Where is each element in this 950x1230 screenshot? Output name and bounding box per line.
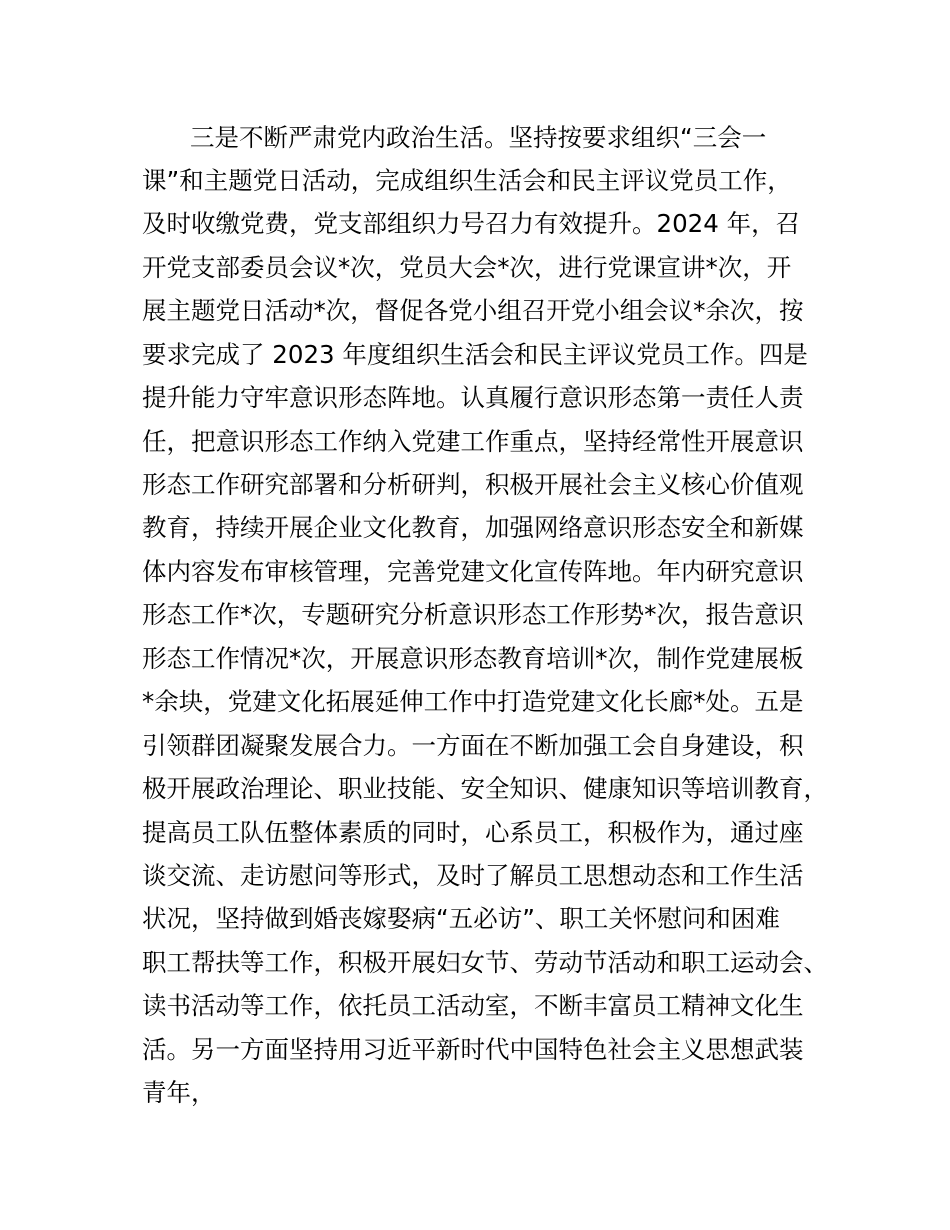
paragraph-line: 要求完成了 2023 年度组织生活会和民主评议党员工作。四是 <box>142 340 808 369</box>
paragraph-line: 教育，持续开展企业文化教育，加强网络意识形态安全和新媒 <box>142 513 804 542</box>
paragraph-line: 谈交流、走访慰问等形式，及时了解员工思想动态和工作生活 <box>142 861 804 890</box>
paragraph-line: 职工帮扶等工作，积极开展妇女节、劳动节活动和职工运动会、 <box>142 948 828 977</box>
paragraph-line: 状况，坚持做到婚丧嫁娶病“五必访”、职工关怀慰问和困难 <box>142 904 780 933</box>
paragraph-line: 提升能力守牢意识形态阵地。认真履行意识形态第一责任人责 <box>142 383 804 412</box>
paragraph-line: 极开展政治理论、职业技能、安全知识、健康知识等培训教育， <box>142 774 828 803</box>
paragraph-line: 课”和主题党日活动，完成组织生活会和民主评议党员工作， <box>142 166 792 195</box>
paragraph-line: 任，把意识形态工作纳入党建工作重点，坚持经常性开展意识 <box>142 427 804 456</box>
paragraph-line: 读书活动等工作，依托员工活动室，不断丰富员工精神文化生 <box>142 991 804 1020</box>
paragraph-line: 及时收缴党费，党支部组织力号召力有效提升。2024 年，召 <box>142 209 801 238</box>
paragraph-line: 引领群团凝聚发展合力。一方面在不断加强工会自身建设，积 <box>142 731 804 760</box>
paragraph-line: 青年， <box>142 1078 216 1107</box>
paragraph-line: 提高员工队伍整体素质的同时，心系员工，积极作为，通过座 <box>142 818 804 847</box>
paragraph-line: 形态工作*次，专题研究分析意识形态工作形势*次，报告意识 <box>142 600 804 629</box>
paragraph-line: 三是不断严肃党内政治生活。坚持按要求组织“三会一 <box>190 123 767 152</box>
paragraph-line: 体内容发布审核管理，完善党建文化宣传阵地。年内研究意识 <box>142 557 804 586</box>
paragraph-line: 活。另一方面坚持用习近平新时代中国特色社会主义思想武装 <box>142 1035 804 1064</box>
paragraph-line: 开党支部委员会议*次，党员大会*次，进行党课宣讲*次，开 <box>142 253 792 282</box>
paragraph-line: *余块，党建文化拓展延伸工作中打造党建文化长廊*处。五是 <box>142 687 804 716</box>
paragraph-line: 展主题党日活动*次，督促各党小组召开党小组会议*余次，按 <box>142 296 804 325</box>
paragraph-line: 形态工作情况*次，开展意识形态教育培训*次，制作党建展板 <box>142 644 804 673</box>
paragraph-line: 形态工作研究部署和分析研判，积极开展社会主义核心价值观 <box>142 470 804 499</box>
